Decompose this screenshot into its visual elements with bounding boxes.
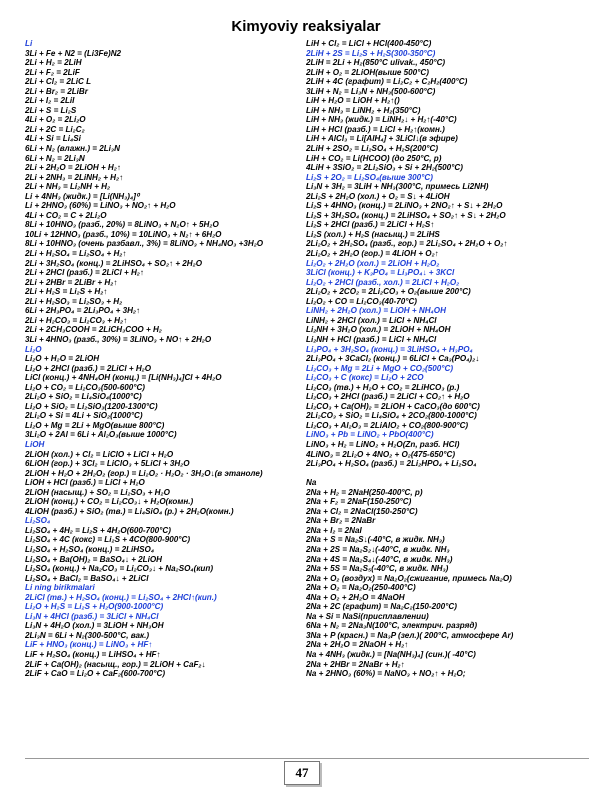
section-heading-line: Li₂O₂ + 2HCl (разб., хол.) = 2LiCl + H₂O₂ — [306, 277, 460, 287]
reaction-line: 6Li + N₂ = 2Li₃N — [25, 153, 85, 163]
left-reaction-column — [25, 39, 298, 679]
reaction-line: 2Li + 3H₂SO₄ (конц.) = 2LiHSO₄ + SO₂↑ + 2H₂O — [25, 258, 203, 268]
reaction-line: 2Na + I₂ = 2NaI — [306, 525, 362, 535]
reaction-line: 3Li + 4HNO₃ (разб., 30%) = 3LiNO₃ + NO↑ + 2H₂O — [25, 334, 212, 344]
reaction-line: 2Li₃PO₄ + H₂SO₄ (разб.) = 2Li₂HPO₄ + Li₂SO₄ — [306, 459, 477, 469]
section-heading-line: Li — [25, 39, 33, 48]
section-heading-line: Li₂CO₃ + Mg = 2Li + MgO + CO₂(500°C) — [306, 363, 454, 373]
reaction-line: 2Li₃PO₄ + 3CaCl₂ (конц.) = 6LiCl + Ca₃(PO₄)₂↓ — [306, 354, 480, 364]
reaction-line: 2Li + 2C = Li₂C₂ — [25, 124, 85, 134]
reaction-line: 2Li + H₂S = Li₂S + H₂↑ — [25, 287, 108, 297]
reaction-line: 2Na + O₂ (воздух) = Na₂O₂(сжигание, примесь Na₂O) — [306, 573, 512, 583]
reaction-line: Li₂O₂ + CO = Li₂CO₃(40-70°C) — [306, 296, 417, 306]
reaction-line: 2Li₃N = 6Li + N₂(300-500°C, вак.) — [25, 630, 150, 640]
reaction-line: 2Na + Cl₂ = 2NaCl(150-250°C) — [306, 506, 418, 516]
reaction-line: 4Na + O₂ + 2H₂O = 4NaOH — [306, 592, 405, 602]
section-heading-line: Li₂CO₃ + C (кокс) = Li₂O + 2CO — [306, 373, 424, 383]
reaction-line: Li₂S + 3H₂SO₄ (конц.) = 2LiHSO₄ + SO₂↑ + S↓ + 2H₂O — [306, 210, 506, 220]
section-heading-line: LiF + HNO₃ (конц.) = LiNO₃ + HF↑ — [25, 640, 153, 650]
reaction-line: 2Li + I₂ = 2LiI — [25, 96, 75, 106]
reaction-line: Li + 2HNO₃ (60%) = LiNO₃ + NO₂↑ + H₂O — [25, 201, 176, 211]
reaction-line: 6Na + N₂ = 2Na₃N(100°C, электрич. разряд) — [306, 621, 478, 631]
reaction-line: Li₂SO₄ + BaCl₂ = BaSO₄↓ + 2LiCl — [25, 573, 149, 583]
reaction-line: 4Li + CO₂ = C + 2Li₂O — [25, 210, 107, 220]
reaction-line: 2Li + F₂ = 2LiF — [25, 67, 80, 77]
reaction-line: 2Na + Br₂ = 2NaBr — [306, 516, 376, 526]
reaction-line: Li₂O + Mg = 2Li + MgO(выше 800°C) — [25, 420, 165, 430]
reaction-line: Li₂CO₃ + 2HCl (разб.) = 2LiCl + CO₂↑ + H₂O — [306, 392, 470, 402]
reaction-line: Li₃N + 3H₂ = 3LiH + NH₃(300°C, примесь Li2NH) — [306, 182, 489, 192]
reaction-line: 2Na + 2S = Na₂S₂↓(-40°C, в жидк. NH₃ — [306, 544, 450, 554]
reaction-line: LiH + AlCl₃ = Li[AlH₄] + 3LiCl↓(в эфире) — [306, 134, 458, 144]
reaction-line: 4Li + Si = Li₄Si — [25, 134, 81, 144]
reaction-line: 4Li + O₂ = 2Li₂O — [25, 115, 86, 125]
reaction-line: Li + 4NH₃ (жидк.) = [Li(NH₃)₄]⁰ — [25, 191, 140, 201]
page-number: 47 — [284, 761, 320, 785]
reaction-line: Na — [306, 478, 317, 488]
reaction-line: LiNO₃ + H₂ = LiNO₂ + H₂O(Zn, разб. HCl) — [306, 439, 460, 449]
reaction-line: 2LiF + CaO = Li₂O + CaF₂(600-700°C) — [25, 669, 166, 679]
reaction-line: Li₂SO₄ + 4C (кокс) = Li₂S + 4CO(800-900°C) — [25, 535, 191, 545]
reaction-line: 6Li + 2H₃PO₄ = 2Li₃PO₄ + 3H₂↑ — [25, 306, 141, 316]
reaction-line: 2Na + 2H₂O = 2NaOH + H₂↑ — [306, 640, 409, 650]
reaction-line: 3Li + Fe + N2 = (Li3Fe)N2 — [25, 48, 122, 58]
reaction-line: 2Na + H₂ = 2NaH(250-400°C, р) — [306, 487, 423, 497]
reaction-line: 2Li₂S + 2H₂O (хол.) + O₂ = S↓ + 4LiOH — [306, 191, 450, 201]
reaction-line: Li₂NH + 3H₂O (хол.) = 2LiOH + NH₄OH — [306, 325, 451, 335]
reaction-line — [306, 469, 579, 479]
reaction-line: 2Li₂O₂ + 2H₂SO₄ (разб., гор.) = 2Li₂SO₄ + 2H₂O + O₂↑ — [306, 239, 508, 249]
reaction-line: 2Li₂O₂ + 2H₂O (гор.) = 4LiOH + O₂↑ — [306, 249, 439, 259]
reaction-line: LiNH₂ + 2HCl (хол.) = LiCl + NH₄Cl — [306, 315, 437, 325]
reaction-line: Li₂CO₃ (тв.) + H₂O + CO₂ = 2LiHCO₃ (р.) — [306, 382, 460, 392]
reaction-line: Na + 2HNO₃ (60%) = NaNO₃ + NO₂↑ + H₂O; — [306, 669, 466, 679]
reaction-line: 3Li₂O + 2Al = 6Li + Al₂O₃(выше 1000°C) — [25, 430, 177, 440]
reaction-line: 2Na + 2HBr = 2NaBr + H₂↑ — [306, 659, 405, 669]
reaction-line: LiCl (конц.) + 4NH₄OH (конц.) = [Li(NH₃)₄]Cl + 4H₂O — [25, 373, 222, 383]
reaction-line: 10Li + 12HNO₃ (разб., 10%) = 10LiNO₃ + N₂↑ + 6H₂O — [25, 229, 222, 239]
reaction-line: LiH + CO₂ = Li(HCOO) (до 250°C, р) — [306, 153, 442, 163]
reaction-line: 4LiOH (разб.) + SiO₂ (тв.) = Li₄SiO₄ (р.) + 2H₂O(комн.) — [25, 506, 234, 516]
reaction-line: 2Li₂O + Si = 4Li + SiO₂(1000°C) — [25, 411, 143, 421]
reaction-line: 2LiH + 2SO₂ = Li₂SO₄ + H₂S(200°C) — [306, 144, 439, 154]
reaction-line: Na + 4NH₃ (жидк.) = [Na(NH₃)₄] (син.)( -40°C) — [306, 650, 476, 659]
reaction-line: 2Li + 2HBr = 2LiBr + H₂↑ — [25, 277, 118, 287]
section-heading-line: 2LiH + 2S = Li₂S + H₂S(300-350°C) — [306, 48, 436, 58]
section-heading-line: Li₃PO₄ + 3H₂SO₄ (конц.) = 3LiHSO₄ + H₃PO₄ — [306, 344, 473, 354]
section-heading-line: 3LiCl (конц.) + K₃PO₄ = Li₃PO₄↓ + 3KCl — [306, 268, 455, 278]
reaction-line: 2Li + 2CH₃COOH = 2LiCH₃COO + H₂ — [25, 325, 162, 335]
reaction-line: Li₂SO₄ + H₂SO₄ (конц.) = 2LiHSO₄ — [25, 544, 155, 554]
section-heading-line: Li₂O₂ + 2H₂O (хол.) = 2LiOH + H₂O₂ — [306, 258, 440, 268]
reaction-line: 2Li + 2H₂O = 2LiOH + H₂↑ — [25, 163, 121, 173]
reaction-line: 2LiOH (конц.) + CO₂ = Li₂CO₃↓ + H₂O(комн.) — [25, 497, 194, 507]
reaction-line: 3Na + P (красн.) = Na₃P (зел.)( 200°C, атмосфере Ar) — [306, 630, 514, 640]
reaction-line: Li₂O + SiO₂ = Li₂SiO₃(1200-1300°C) — [25, 401, 158, 411]
footer-rule — [25, 758, 589, 759]
reaction-line: 2Na + F₂ = 2NaF(150-250°C) — [306, 497, 412, 507]
reaction-line: 2Na + O₂ = Na₂O₂(250-400°C) — [306, 583, 416, 593]
reaction-line: 2Li + 2HCl (разб.) = 2LiCl + H₂↑ — [25, 268, 144, 278]
reaction-line: Li₃N + 4H₂O (хол.) = 3LiOH + NH₃OH — [25, 621, 164, 631]
reaction-line: 2Li + H₂SO₃ = Li₂SO₃ + H₂ — [25, 296, 123, 306]
reaction-line: 4LiH + 3SiO₂ = 2Li₂SiO₃ + Si + 2H₂(500°C) — [306, 163, 463, 173]
reaction-line: 2Li₂O + SiO₂ = Li₄SiO₄(1000°C) — [25, 392, 142, 402]
reaction-line: 2LiH + O₂ = 2LiOH(выше 500°C) — [306, 67, 429, 77]
reaction-line: Li₂S + 4HNO₃ (конц.) = 2LiNO₃ + 2NO₂↑ + S↓ + 2H₂O — [306, 201, 503, 211]
reaction-line: 2Na + 2C (графит) = Na₂C₂(150-200°C) — [306, 602, 457, 612]
reaction-line: Li₂NH + HCl (разб.) = LiCl + NH₄Cl — [306, 334, 437, 344]
reaction-line: 2Li₂CO₃ + SiO₂ = Li₄SiO₄ + 2CO₂(800-1000°C) — [306, 411, 477, 421]
section-heading-line: LiNH₂ + 2H₂O (хол.) = LiOH + NH₄OH — [306, 306, 446, 316]
reaction-line: LiOH + HCl (разб.) = LiCl + H₂O — [25, 478, 145, 488]
reaction-line: 2Li + 2NH₃ = 2LiNH₂ + H₂↑ — [25, 172, 124, 182]
reaction-line: 2Na + 5S = Na₂S₅(-40°C, в жидк. NH₃) — [306, 564, 449, 574]
reaction-line: LiH + NH₃ = LiNH₂ + H₂(350°C) — [306, 105, 421, 115]
reaction-line: 6Li + N₂ (влажн.) = 2Li₃N — [25, 144, 120, 154]
reaction-line: LiH + H₂O = LiOH + H₂↑() — [306, 96, 400, 106]
reaction-line: Li₂S (хол.) + H₂S (насыщ.) = 2LiHS — [306, 229, 440, 239]
reaction-line: LiH + Cl₂ = LiCl + HCl(400-450°C) — [306, 39, 432, 48]
section-heading-line: Li₂S + 2O₂ = Li₂SO₄(выше 300°C) — [306, 172, 433, 182]
reaction-line: 3LiH + N₂ = Li₃N + NH₃(500-600°C) — [306, 86, 436, 96]
reaction-line: 8Li + 10HNO₃ (очень разбавл., 3%) = 8LiNO₃ + NH₄NO₃ +3H₂O — [25, 239, 264, 249]
reaction-line: Na + Si = NaSi(присплавлении) — [306, 611, 429, 621]
section-heading-line: LiNO₃ + Pb = LiNO₂ + PbO(400°C) — [306, 430, 434, 440]
reaction-line: 2Li + H₂ = 2LiH — [25, 58, 82, 68]
reaction-line: 2Li + Cl₂ = 2LiC L — [25, 77, 92, 87]
reaction-line: Li₂SO₄ (конц.) + Na₂CO₃ = Li₂CO₃↓ + Na₂SO₄(кип) — [25, 564, 214, 574]
reaction-line: 8Li + 10HNO₃ (разб., 20%) = 8LiNO₃ + N₂O↑ + 5H₂O — [25, 220, 219, 230]
reaction-line: 2Na + S = Na₂S↓(-40°C, в жидк. NH₃) — [306, 535, 445, 545]
reaction-line: Li₂SO₄ + Ba(OH)₂ = BaSO₄↓ + 2LiOH — [25, 554, 163, 564]
section-heading-line: Li₂O + H₂S = Li₂S + H₂O(900-1000°C) — [25, 602, 164, 612]
reaction-line: 2Li₂O₂ + 2CO₂ = 2Li₂CO₃ + O₂(выше 200°C) — [306, 287, 471, 297]
reaction-line: LiH + HCl (разб.) = LiCl + H₂↑(комн.) — [306, 124, 445, 134]
section-heading-line: Li ning birikmalari — [25, 583, 95, 593]
reaction-line: 2LiOH + H₂O + 2H₂O₂ (гор.) = Li₂O₂ · H₂O₂ · 3H₂O↓(в этаноле) — [25, 468, 263, 478]
reaction-line: 2LiH + 4C (графит) = Li₂C₂ + C₂H₂(400°C) — [306, 77, 468, 87]
reaction-line: 2Li + H₂CO₃ = Li₂CO₃ + H₂↑ — [25, 315, 128, 325]
reaction-line: 2Na + 4S = Na₂S₄↓(-40°C, в жидк. NH₃) — [306, 554, 453, 564]
reaction-line: 6LiOH (гор.) + 3Cl₂ = LiClO₃ + 5LiCl + 3H₂O — [25, 459, 190, 469]
section-heading-line: LiOH — [25, 439, 45, 449]
section-heading-line: Li₂O — [25, 344, 42, 354]
reaction-line: 2Li + H₂SO₄ = Li₂SO₄ + H₂↑ — [25, 249, 127, 259]
reaction-line: Li₂CO₃ + Al₂O₃ = 2LiAlO₂ + CO₂(800-900°C) — [306, 420, 469, 430]
section-heading-line: Li₃N + 4HCl (разб.) = 3LiCl + NH₄Cl — [25, 611, 159, 621]
reaction-line: 4LiNO₃ = 2Li₂O + 4NO₂ + O₂(475-650°C) — [306, 449, 456, 459]
right-reaction-column — [306, 39, 579, 679]
reaction-line: 2LiOH (насыщ.) + SO₂ = Li₂SO₃ + H₂O — [25, 487, 170, 497]
reaction-line: Li₂O + H₂O = 2LiOH — [25, 354, 100, 364]
reaction-line: LiF + H₂SO₄ (конц.) = LiHSO₄ + HF↑ — [25, 650, 161, 659]
reaction-line: 2LiF + Ca(OH)₂ (насыщ., гор.) = 2LiOH + CaF₂↓ — [25, 659, 206, 669]
reaction-line: LiH + NH₃ (жидк.) = LiNH₂↓ + H₂↑(-40°C) — [306, 115, 457, 125]
reaction-line: 2LiOH (хол.) + Cl₂ = LiClO + LiCl + H₂O — [25, 449, 174, 459]
reaction-line: 2LiH = 2Li + H₂(850°C ulivak., 450°C) — [306, 58, 446, 68]
reaction-line: Li₂S + 2HCl (разб.) = 2LiCl + H₂S↑ — [306, 220, 435, 230]
section-heading-line: 2LiCl (тв.) + H₂SO₄ (конц.) = Li₂SO₄ + 2HCl↑(кип.) — [25, 592, 217, 602]
reaction-line: 2Li + Br₂ = 2LiBr — [25, 86, 88, 96]
reaction-line: 2Li + S = Li₂S — [25, 105, 77, 115]
reaction-line: Li₂CO₃ + Ca(OH)₂ = 2LiOH + CaCO₃(до 600°C) — [306, 401, 480, 411]
reaction-line: Li₂O + CO₂ = Li₂CO₃(500-600°C) — [25, 382, 145, 392]
reaction-line: Li₂SO₄ + 4H₂ = Li₂S + 4H₂O(600-700°C) — [25, 525, 171, 535]
section-heading-line: Li₂SO₄ — [25, 516, 51, 526]
reaction-line: 2Li + NH₃ = Li₂NH + H₂ — [25, 182, 111, 192]
page-title: Kimyoviy reaksiyalar — [231, 18, 381, 35]
reaction-line: Li₂O + 2HCl (разб.) = 2LiCl + H₂O — [25, 363, 152, 373]
